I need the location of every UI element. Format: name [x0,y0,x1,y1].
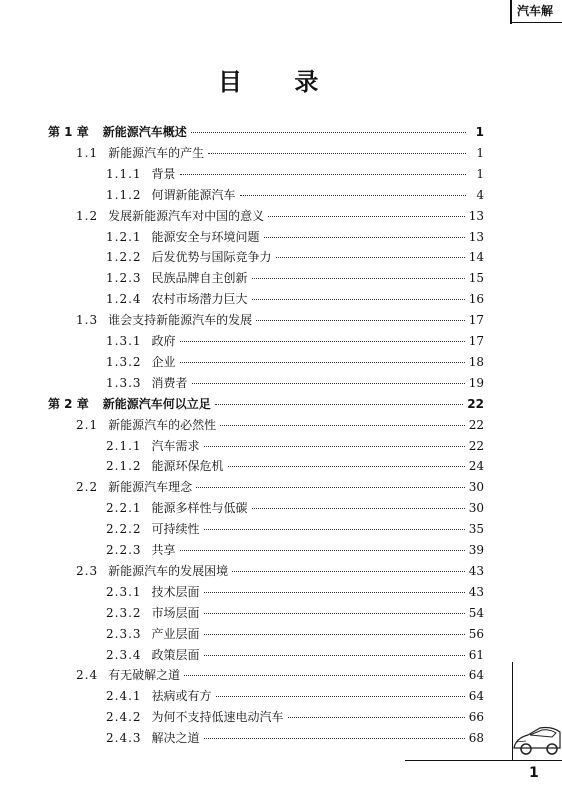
toc-entry-number: 2.4.3 [106,731,142,746]
toc-entry-sub[interactable] [106,289,484,309]
toc-entry-number: 1.2.1 [106,229,142,244]
toc-entry-page: 22 [468,417,484,432]
toc-entry-section[interactable] [76,415,484,435]
toc-entry-page: 22 [468,438,484,453]
toc-entry-sub[interactable] [106,227,484,247]
toc-entry-title: 共享 [151,543,176,557]
toc-entry-number: 1.3.2 [106,354,142,369]
toc-entry-page: 68 [468,731,484,746]
toc-entry-number: 1.3 [76,313,99,328]
toc-entry-number: 2.4 [76,668,99,683]
toc-entry-number: 1.2 [76,208,99,223]
toc-leader-dots [204,654,465,656]
toc-leader-dots [252,277,465,279]
toc-entry-title: 有无破解之道 [108,668,181,683]
toc-entry-title: 为何不支持低速电动汽车 [151,710,284,725]
toc-entry-number: 2.3.3 [106,626,142,641]
toc-entry-title: 市场层面 [151,605,200,620]
toc-entry-page: 61 [468,647,484,662]
toc-entry-number: 2.1 [76,417,99,432]
toc-leader-dots [204,737,465,739]
toc-leader-dots [204,612,465,614]
toc-entry-page: 4 [476,187,484,202]
toc-entry-page: 56 [468,626,484,641]
toc-entry-sub[interactable] [106,268,484,288]
toc-entry-page: 17 [468,334,484,348]
toc-entry-sub[interactable] [106,373,484,393]
toc-leader-dots [252,298,465,300]
toc-entry-page: 19 [468,375,484,390]
toc-entry-title: 政策层面 [151,647,200,662]
toc-leader-dots [208,152,466,154]
toc-entry-sub[interactable] [106,728,484,748]
toc-leader-dots [204,633,465,635]
toc-entry-section[interactable] [76,477,484,497]
toc-entry-page: 15 [468,271,484,286]
toc-entry-title: 背景 [151,166,176,181]
toc-leader-dots [192,382,465,384]
toc-entry-number: 2.2.1 [106,501,142,516]
toc-leader-dots [264,236,465,238]
toc-entry-title: 解决之道 [151,731,200,746]
toc-entry-title: 新能源汽车理念 [108,480,193,495]
toc-leader-dots [204,445,465,447]
toc-entry-sub[interactable] [106,498,484,518]
toc-entry-page: 17 [468,313,484,328]
toc-entry-sub[interactable] [106,707,484,727]
toc-entry-page: 64 [468,689,484,704]
toc-entry-page: 1 [475,125,484,139]
toc-entry-title: 新能源汽车的必然性 [108,417,217,432]
car-icon [512,718,562,756]
toc-entry-sub[interactable] [106,582,484,602]
toc-entry-chapter[interactable] [48,122,484,142]
toc-entry-sub[interactable] [106,456,484,476]
toc-entry-number: 1.1.1 [106,166,142,181]
toc-entry-page: 13 [468,229,484,244]
toc-entry-page: 1 [476,145,484,160]
toc-leader-dots [204,528,465,530]
toc-leader-dots [204,591,465,593]
toc-entry-number: 2.4.1 [106,689,142,704]
toc-entry-number: 2.1.2 [106,459,142,474]
toc-entry-section[interactable] [76,206,484,226]
toc-entry-number: 1.2.2 [106,250,142,265]
toc-entry-number: 2.2.3 [106,543,142,557]
toc-leader-dots [288,716,465,718]
toc-entry-title: 新能源汽车概述 [102,125,187,139]
toc-entry-page: 1 [476,166,484,181]
toc-entry-number: 2.2.2 [106,522,142,537]
toc-entry-sub[interactable] [106,352,484,372]
toc-entry-number: 2.3 [76,563,99,578]
toc-entry-page: 22 [467,396,484,411]
toc-entry-chapter[interactable] [48,394,484,414]
toc-entry-title: 谁会支持新能源汽车的发展 [108,313,253,328]
toc-leader-dots [191,131,466,133]
toc-leader-dots [180,340,465,342]
toc-entry-number: 第 1 章 [48,125,89,139]
toc-entry-sub[interactable] [106,645,484,665]
toc-entry-title: 新能源汽车何以立足 [102,396,211,411]
toc-entry-section[interactable] [76,665,484,685]
toc-leader-dots [276,256,465,258]
toc-entry-sub[interactable] [106,247,484,267]
toc-entry-sub[interactable] [106,603,484,623]
toc-entry-title: 能源多样性与低碳 [151,501,248,516]
toc-entry-number: 2.4.2 [106,710,142,725]
toc-entry-number: 1.3.1 [106,334,142,348]
toc-entry-title: 技术层面 [151,584,200,599]
toc-entry-title: 新能源汽车的发展困境 [108,563,229,578]
toc-entry-number: 1.1 [76,145,99,160]
toc-entry-page: 24 [468,459,484,474]
toc-entry-number: 1.2.3 [106,271,142,286]
header-horizontal-rule [510,22,562,23]
toc-entry-title: 能源环保危机 [151,459,224,474]
toc-entry-page: 30 [468,501,484,516]
toc-entry-number: 2.3.1 [106,584,142,599]
toc-entry-section[interactable] [76,143,484,163]
toc-entry-title: 农村市场潜力巨大 [151,292,248,307]
toc-leader-dots [216,695,465,697]
toc-entry-sub[interactable] [106,164,484,184]
toc-entry-title: 发展新能源汽车对中国的意义 [108,208,265,223]
toc-leader-dots [256,319,465,321]
page-title: 目 录 [218,68,341,96]
toc-entry-section[interactable] [76,561,484,581]
toc-entry-title: 何谓新能源汽车 [151,187,236,202]
toc-entry-sub[interactable] [106,436,484,456]
toc-leader-dots [215,403,464,405]
toc-entry-page: 39 [468,543,484,557]
toc-leader-dots [180,173,466,175]
toc-entry-page: 16 [468,292,484,307]
toc-entry-title: 政府 [151,334,176,348]
running-header: 汽车解 [517,4,554,18]
toc-entry-sub[interactable] [106,540,484,560]
toc-leader-dots [252,507,465,509]
toc-entry-page: 13 [468,208,484,223]
toc-entry-page: 54 [468,605,484,620]
toc-entry-page: 35 [468,522,484,537]
toc-entry-title: 新能源汽车的产生 [108,145,205,160]
footer-rule [405,760,562,761]
toc-leader-dots [196,486,465,488]
toc-entry-page: 43 [468,584,484,599]
toc-entry-title: 可持续性 [151,522,200,537]
toc-leader-dots [228,465,465,467]
toc-entry-number: 1.1.2 [106,187,142,202]
toc-entry-sub[interactable] [106,331,484,351]
toc-leader-dots [184,674,465,676]
toc-entry-title: 后发优势与国际竞争力 [151,250,272,265]
toc-leader-dots [220,424,465,426]
toc-leader-dots [180,549,465,551]
toc-entry-number: 1.2.4 [106,292,142,307]
toc-entry-section[interactable] [76,310,484,330]
toc-leader-dots [268,215,465,217]
toc-entry-number: 第 2 章 [48,396,89,411]
toc-entry-number: 2.3.4 [106,647,142,662]
toc-entry-title: 产业层面 [151,626,200,641]
toc-entry-number: 2.1.1 [106,438,142,453]
page-number: 1 [529,765,539,781]
toc-entry-title: 能源安全与环境问题 [151,229,260,244]
toc-entry-page: 43 [468,563,484,578]
toc-leader-dots [232,570,465,572]
toc-entry-sub[interactable] [106,185,484,205]
toc-entry-page: 18 [468,354,484,369]
toc-leader-dots [240,194,466,196]
toc-entry-number: 2.3.2 [106,605,142,620]
toc-entry-page: 14 [468,250,484,265]
toc-entry-title: 民族品牌自主创新 [151,271,248,286]
toc-entry-title: 汽车需求 [151,438,200,453]
header-vertical-rule [510,0,512,24]
toc-entry-number: 2.2 [76,480,99,495]
toc-entry-page: 30 [468,480,484,495]
toc-entry-title: 企业 [151,354,176,369]
toc-entry-number: 1.3.3 [106,375,142,390]
toc-leader-dots [180,361,465,363]
toc-entry-page: 66 [468,710,484,725]
toc-entry-page: 64 [468,668,484,683]
toc-entry-sub[interactable] [106,686,484,706]
toc-entry-title: 祛病或有方 [151,689,212,704]
toc-entry-title: 消费者 [151,375,188,390]
toc-entry-sub[interactable] [106,519,484,539]
toc-entry-sub[interactable] [106,624,484,644]
